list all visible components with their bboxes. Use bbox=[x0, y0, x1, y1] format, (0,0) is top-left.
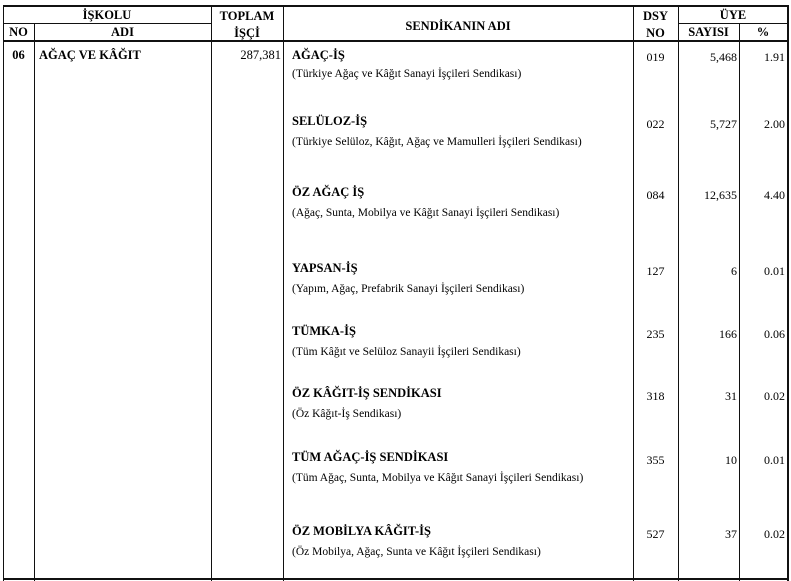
union-percent: 0.06 bbox=[764, 327, 785, 341]
union-dsy-no: 527 bbox=[646, 527, 665, 541]
union-name: YAPSAN-İŞ bbox=[292, 261, 358, 275]
col-divider-sayisi bbox=[739, 23, 740, 581]
col-divider-sendika bbox=[633, 5, 634, 581]
union-name: AĞAÇ-İŞ bbox=[292, 48, 345, 62]
union-dsy-no: 019 bbox=[646, 50, 665, 64]
union-full-name: (Tüm Kâğıt ve Selüloz Sanayii İşçileri Sendikası) bbox=[292, 346, 521, 358]
union-percent: 1.91 bbox=[764, 50, 785, 64]
union-members: 5,468 bbox=[710, 50, 737, 64]
union-full-name: (Ağaç, Sunta, Mobilya ve Kâğıt Sanayi İşçileri Sendikası) bbox=[292, 207, 560, 219]
border-right bbox=[787, 5, 789, 581]
union-percent: 0.02 bbox=[764, 527, 785, 541]
union-dsy-no: 084 bbox=[646, 188, 665, 202]
border-left bbox=[3, 5, 4, 581]
union-name: TÜM AĞAÇ-İŞ SENDİKASI bbox=[292, 450, 449, 464]
union-members: 166 bbox=[719, 327, 737, 341]
header-dsy bbox=[633, 9, 678, 40]
union-full-name: (Tüm Ağaç, Sunta, Mobilya ve Kâğıt Sanayi İşçileri Sendikası) bbox=[292, 472, 584, 484]
union-name: ÖZ AĞAÇ İŞ bbox=[292, 185, 365, 199]
header-no: NO bbox=[9, 25, 28, 39]
union-percent: 2.00 bbox=[764, 117, 785, 131]
border-top bbox=[3, 5, 788, 7]
union-full-name: (Türkiye Selüloz, Kâğıt, Ağaç ve Mamulleri İşçileri Sendikası) bbox=[292, 136, 582, 148]
union-members: 31 bbox=[725, 389, 737, 403]
header-adi: ADI bbox=[111, 25, 134, 39]
sector-name: AĞAÇ VE KÂĞIT bbox=[39, 48, 141, 62]
union-full-name: (Öz Kâğıt-İş Sendikası) bbox=[292, 408, 402, 420]
union-dsy-no: 022 bbox=[646, 117, 665, 131]
union-members: 37 bbox=[725, 527, 737, 541]
header-dsy-line2: NO bbox=[646, 26, 665, 40]
col-divider-adi bbox=[211, 5, 212, 581]
union-name: ÖZ KÂĞIT-İŞ SENDİKASI bbox=[292, 386, 442, 400]
col-divider-no bbox=[34, 23, 35, 581]
header-bottom bbox=[3, 40, 788, 42]
union-name: ÖZ MOBİLYA KÂĞIT-İŞ bbox=[292, 524, 431, 538]
union-percent: 0.01 bbox=[764, 453, 785, 467]
union-members: 10 bbox=[725, 453, 737, 467]
union-percent: 0.01 bbox=[764, 264, 785, 278]
header-dsy-line1: DSY bbox=[642, 9, 668, 23]
union-name: TÜMKA-İŞ bbox=[292, 324, 356, 338]
header-uye: ÜYE bbox=[719, 8, 747, 22]
union-percent: 4.40 bbox=[764, 188, 785, 202]
header-percent: % bbox=[756, 25, 770, 39]
union-members: 5,727 bbox=[710, 117, 737, 131]
col-divider-toplam bbox=[283, 5, 284, 581]
union-full-name: (Öz Mobilya, Ağaç, Sunta ve Kâğıt İşçileri Sendikası) bbox=[292, 546, 541, 558]
union-dsy-no: 355 bbox=[646, 453, 665, 467]
union-dsy-no: 235 bbox=[646, 327, 665, 341]
header-iskolu: İŞKOLU bbox=[82, 8, 132, 22]
sector-no: 06 bbox=[12, 48, 25, 62]
union-full-name: (Yapım, Ağaç, Prefabrik Sanayi İşçileri Sendikası) bbox=[292, 283, 525, 295]
header-sendika: SENDİKANIN ADI bbox=[405, 19, 511, 33]
union-name: SELÜLOZ-İŞ bbox=[292, 114, 368, 128]
border-bottom bbox=[3, 578, 788, 580]
union-members: 12,635 bbox=[704, 188, 737, 202]
header-toplam-line1: TOPLAM bbox=[219, 9, 275, 23]
union-dsy-no: 127 bbox=[646, 264, 665, 278]
col-divider-dsy bbox=[678, 5, 679, 581]
union-full-name: (Türkiye Ağaç ve Kâğıt Sanayi İşçileri Sendikası) bbox=[292, 68, 522, 80]
sector-total-workers: 287,381 bbox=[240, 48, 281, 62]
header-toplam bbox=[211, 9, 283, 40]
header-sayisi: SAYISI bbox=[688, 25, 729, 39]
union-percent: 0.02 bbox=[764, 389, 785, 403]
union-dsy-no: 318 bbox=[646, 389, 665, 403]
union-members: 6 bbox=[731, 264, 737, 278]
header-midline-uye bbox=[678, 23, 788, 24]
header-toplam-line2: İŞÇİ bbox=[234, 26, 260, 40]
